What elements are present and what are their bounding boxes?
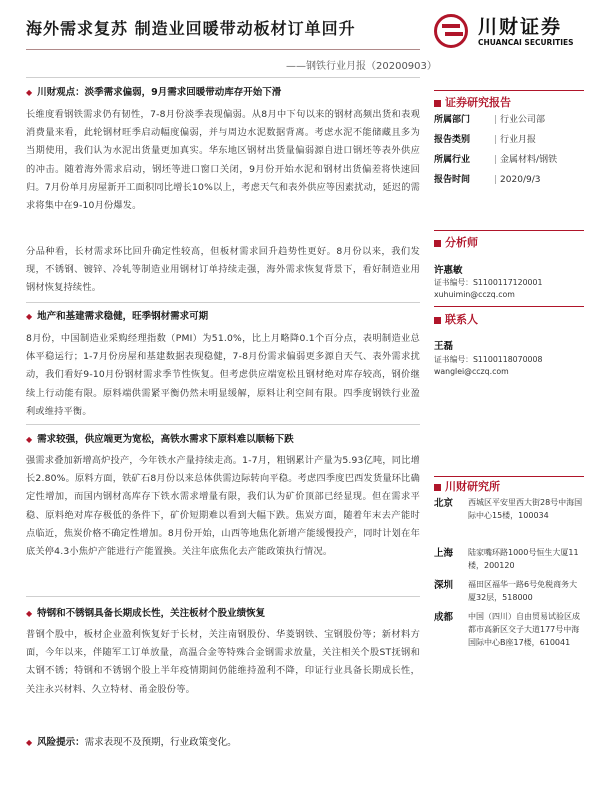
risk-label: 风险提示： bbox=[37, 737, 85, 748]
analyst-email[interactable]: xuhuimin@cczq.com bbox=[434, 290, 515, 299]
report-info-row: 报告类别 | 行业月报 bbox=[434, 135, 537, 145]
report-info-list bbox=[434, 110, 584, 190]
square-bullet-icon bbox=[434, 100, 441, 107]
analyst-name: 许惠敏 bbox=[434, 265, 463, 276]
bullet-icon: ◆ bbox=[26, 88, 33, 97]
bullet-icon: ◆ bbox=[26, 609, 33, 618]
square-bullet-icon bbox=[434, 484, 441, 491]
section-heading: ◆ 地产和基建需求稳健，旺季钢材需求可期 bbox=[26, 311, 209, 322]
analyst-cert: 证书编号：S1100117120001 bbox=[434, 278, 543, 287]
logo-name-en: CHUANCAI SECURITIES bbox=[478, 38, 574, 47]
bullet-icon: ◆ bbox=[26, 312, 33, 321]
section-divider bbox=[26, 77, 420, 78]
section-heading: ◆ 特钢和不锈钢具备长期成长性，关注板材个股业绩恢复 bbox=[26, 608, 266, 619]
report-info-row: 所属行业 | 金属材料/钢铁 bbox=[434, 155, 558, 165]
report-info-heading: 证券研究报告 bbox=[434, 94, 584, 110]
square-bullet-icon bbox=[434, 317, 441, 324]
office-city: 深圳 bbox=[434, 580, 454, 591]
office-address: 福田区福华一路6号免税商务大厦32层，518000 bbox=[468, 580, 578, 602]
contact-name: 王磊 bbox=[434, 341, 454, 352]
section-paragraph: 8月份，中国制造业采购经理指数（PMI）为51.0%，比上月略降0.1个百分点，表明制造业总体平稳运行；1-7月份房屋和基建数据表现稳健，7-8月份需求偏弱更多源自天气、表外需求扰动，我们看好9-10月份钢材需求季节性恢复。但考虑供应端宽松且钢材绝对库存较高，钢价继续上行动能有限。原料端供需紧平衡仍然未明显缓解，原料让利空间有限。四季度钢铁行业盈利或维持平衡。 bbox=[26, 333, 420, 417]
logo-name-cn: 川财证券 bbox=[478, 16, 563, 38]
section-divider bbox=[26, 302, 420, 303]
office-address: 中国（四川）自由贸易试验区成都市高新区交子大道177号中海国际中心B座17楼，610041 bbox=[468, 612, 580, 647]
office-city: 上海 bbox=[434, 548, 454, 559]
section-paragraph: 长维度看钢铁需求仍有韧性，7-8月份淡季表现偏弱。从8月中下旬以来的钢材高频出货和表观消费量来看，此轮钢材旺季启动幅度偏弱，并与周边水泥数据背离。考虑水泥不能储藏且多为当期使用，我们认为水泥出货量更加真实。华东地区钢材出货量偏弱源自进口钢坯等表外供应的冲击。随着海外需求启动，钢坯等进口窗口关闭，9月份开始水泥和钢材出货偏差将快速回归。7月份单月房屋新开工面积同比增长10%以上，考虑天气和表外供应等因素扰动，延迟的需求将集中在9-10月份爆发。 bbox=[26, 109, 420, 212]
report-info-row: 所属部门 | 行业公司部 bbox=[434, 115, 546, 125]
section-paragraph: 强需求叠加新增高炉投产，今年铁水产量持续走高。1-7月，粗钢累计产量为5.93亿吨，同比增长2.80%。原料方面，铁矿石8月份以来总体供需边际转向平稳。考虑四季度巴西发货量环比确定性增加，而国内钢材高库存下铁水需求增量有限，我们认为矿价顶部已经显现。但在需求平稳、原料绝对库存极低的条件下，矿价短期难以看到大幅下跌。焦炭方面，随着年末去产能时点临近，焦炭价格不确定性增加。8月份开始，山西等地焦化新增产能缓慢投产，同时计划在年底关停4.3小焦炉产能进行产能置换。关注年底焦化去产能政策执行情况。 bbox=[26, 455, 420, 558]
sidebar-divider bbox=[434, 230, 584, 231]
report-info-row: 报告时间 | 2020/9/3 bbox=[434, 175, 541, 185]
institute-heading: 川财研究所 bbox=[434, 478, 584, 494]
contact-heading: 联系人 bbox=[434, 311, 584, 327]
report-subtitle: ——钢铁行业月报（20200903） bbox=[286, 61, 437, 72]
analyst-heading: 分析师 bbox=[434, 234, 584, 250]
square-bullet-icon bbox=[434, 240, 441, 247]
sidebar-divider bbox=[434, 90, 584, 91]
section-heading: ◆ 需求较强，供应端更为宽松，高铁水需求下原料难以顺畅下跌 bbox=[26, 434, 294, 445]
office-address: 陆家嘴环路1000号恒生大厦11楼，200120 bbox=[468, 548, 579, 570]
section-divider bbox=[26, 596, 420, 597]
contact-cert: 证书编号：S1100118070008 bbox=[434, 355, 543, 364]
sidebar-divider bbox=[434, 476, 584, 477]
section-heading: ◆ 川财观点：淡季需求偏弱，9月需求回暖带动库存开始下滑 bbox=[26, 87, 282, 98]
office-address: 西城区平安里西大街28号中海国际中心15楼，100034 bbox=[468, 498, 583, 520]
section-paragraph: 普钢个股中，板材企业盈利恢复好于长材，关注南钢股份、华菱钢铁、宝钢股份等；新材料方面，今年以来，伴随军工订单放量，高温合金等特殊合金钢需求放量，关注相关个股ST抚钢和太钢不锈；特钢和不锈钢个股上半年疫情期间仍能维持盈利不降，印证行业具备长期成长性，关注永兴材料、久立特材、甬金股份等。 bbox=[26, 629, 420, 695]
risk-text: 需求表现不及预期，行业政策变化。 bbox=[84, 737, 237, 748]
bullet-icon: ◆ bbox=[26, 738, 33, 747]
office-city: 北京 bbox=[434, 498, 454, 509]
company-logo bbox=[434, 12, 584, 52]
section-divider bbox=[26, 424, 420, 425]
logo-mark-icon bbox=[434, 14, 468, 48]
office-city: 成都 bbox=[434, 612, 454, 623]
bullet-icon: ◆ bbox=[26, 435, 33, 444]
title-divider bbox=[26, 49, 420, 50]
contact-email[interactable]: wanglei@cczq.com bbox=[434, 367, 509, 376]
risk-warning bbox=[26, 734, 420, 748]
sidebar-divider bbox=[434, 306, 584, 307]
section-paragraph: 分品种看，长材需求环比回升确定性较高，但板材需求回升趋势性更好。8月份以来，我们发现，不锈钢、镀锌、冷轧等制造业用钢材订单持续走强，海外需求恢复背景下，看好制造业用钢材恢复持续性。 bbox=[26, 246, 420, 294]
report-title: 海外需求复苏 制造业回暖带动板材订单回升 bbox=[26, 19, 356, 38]
